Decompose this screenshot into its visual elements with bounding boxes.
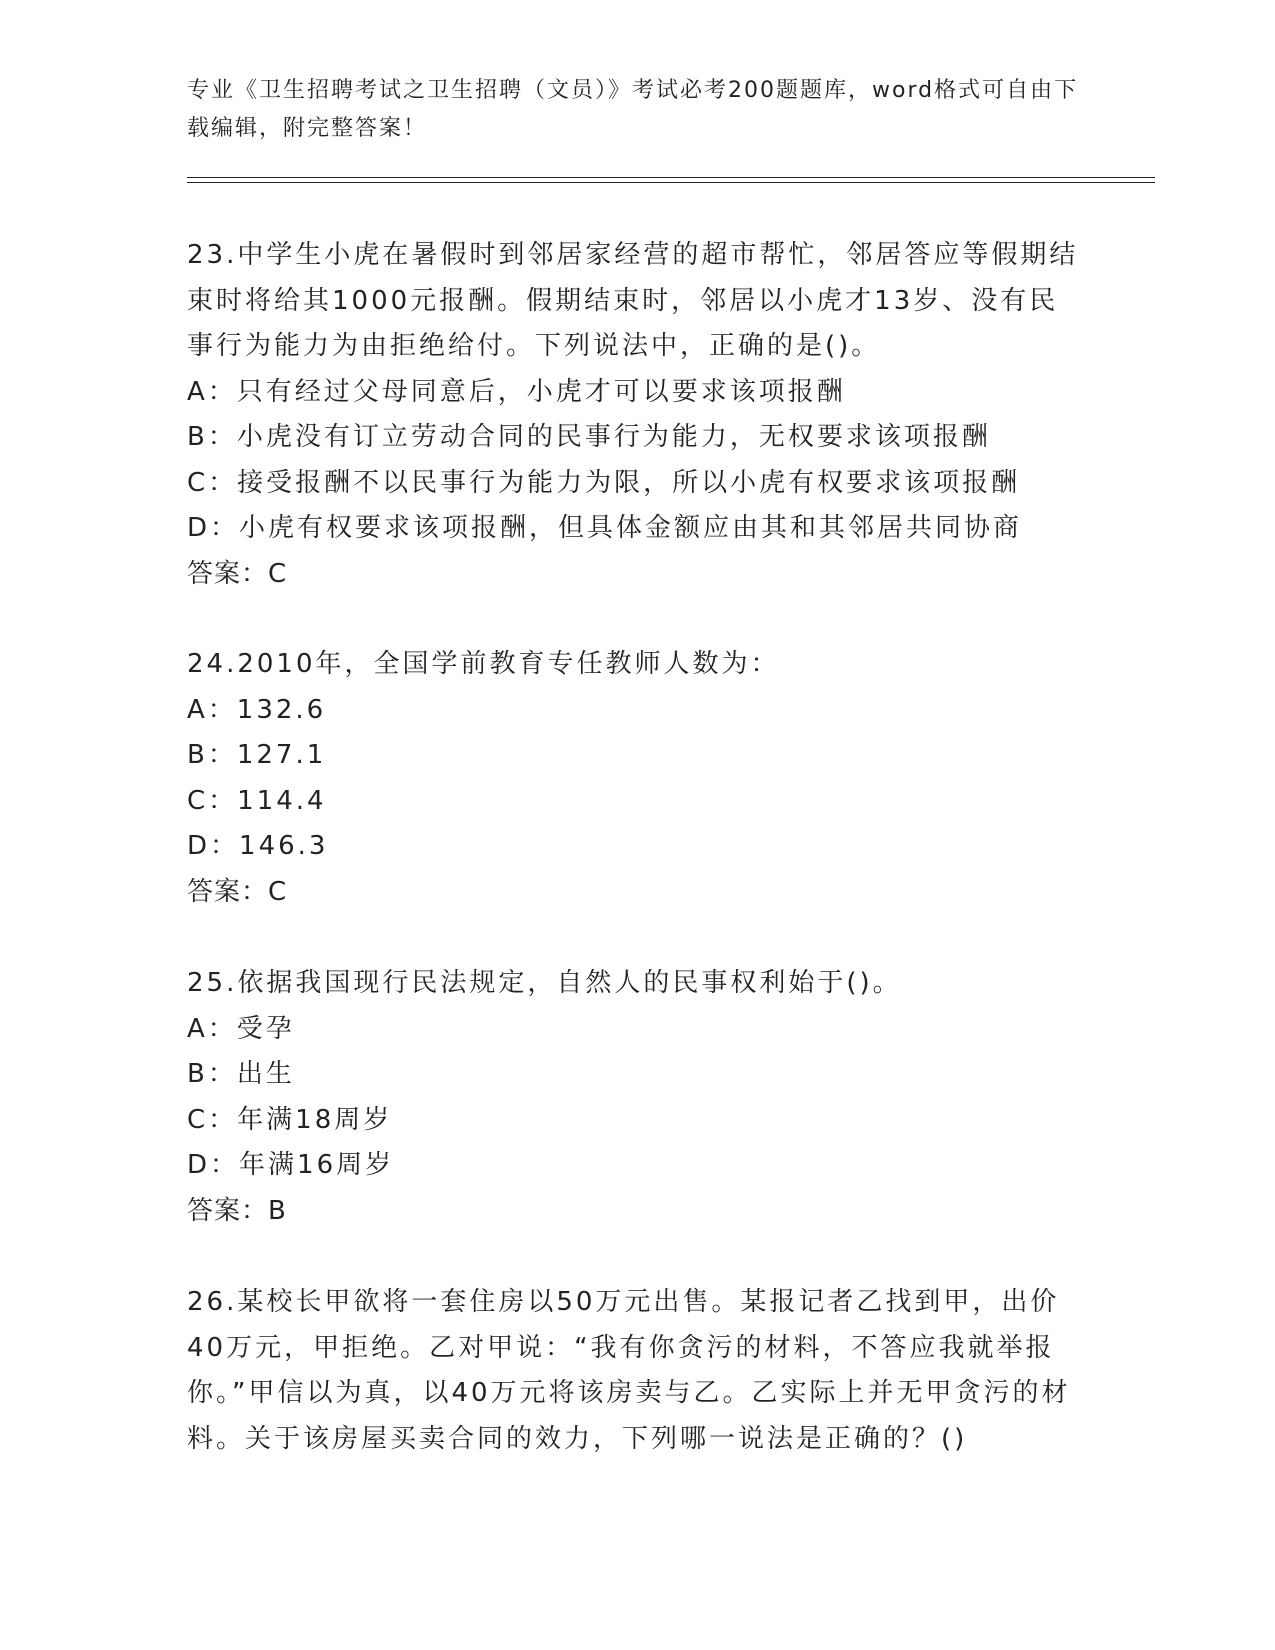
option-b: B：小虎没有订立劳动合同的民事行为能力，无权要求该项报酬 (187, 422, 991, 452)
option-a: A：受孕 (187, 1013, 295, 1044)
option-b: B：出生 (187, 1059, 295, 1089)
option-c: C：114.4 (187, 785, 327, 816)
answer: 答案：C (187, 876, 288, 907)
option-a: A：只有经过父母同意后，小虎才可以要求该项报酬 (187, 376, 846, 407)
option-d: D：小虎有权要求该项报酬，但具体金额应由其和其邻居共同协商 (187, 513, 1023, 543)
option-a: A：132.6 (187, 694, 327, 725)
document-intro: 专业《卫生招聘考试之卫生招聘（文员）》考试必考200题题库，word格式可自由下载编辑，附完整答案！ (187, 78, 1079, 141)
option-c: C：年满18周岁 (187, 1104, 393, 1135)
question-text: 25.依据我国现行民法规定，自然人的民事权利始于()。 (187, 968, 902, 998)
option-d: D：146.3 (187, 831, 329, 861)
question-24 (187, 642, 1087, 915)
question-text: 24.2010年，全国学前教育专任教师人数为： (187, 649, 780, 679)
question-25 (187, 961, 1087, 1234)
option-d: D：年满16周岁 (187, 1150, 395, 1180)
question-26 (187, 1280, 1087, 1462)
question-text: 26.某校长甲欲将一套住房以50万元出售。某报记者乙找到甲，出价40万元，甲拒绝。乙对甲说：“我有你贪污的材料，不答应我就举报你。”甲信以为真，以40万元将该房卖与乙。乙实际上并无甲贪污的材料。关于该房屋买卖合同的效力，下列哪一说法是正确的？() (187, 1287, 1071, 1454)
question-text: 23.中学生小虎在暑假时到邻居家经营的超市帮忙，邻居答应等假期结束时将给其1000元报酬。假期结束时，邻居以小虎才13岁、没有民事行为能力为由拒绝给付。下列说法中，正确的是()。 (187, 240, 1079, 361)
option-c: C：接受报酬不以民事行为能力为限，所以小虎有权要求该项报酬 (187, 467, 1021, 498)
question-23 (187, 233, 1087, 597)
answer: 答案：B (187, 1195, 287, 1226)
option-b: B：127.1 (187, 740, 327, 770)
answer: 答案：C (187, 558, 288, 589)
divider-line (187, 177, 1155, 178)
divider-line (187, 182, 1155, 183)
